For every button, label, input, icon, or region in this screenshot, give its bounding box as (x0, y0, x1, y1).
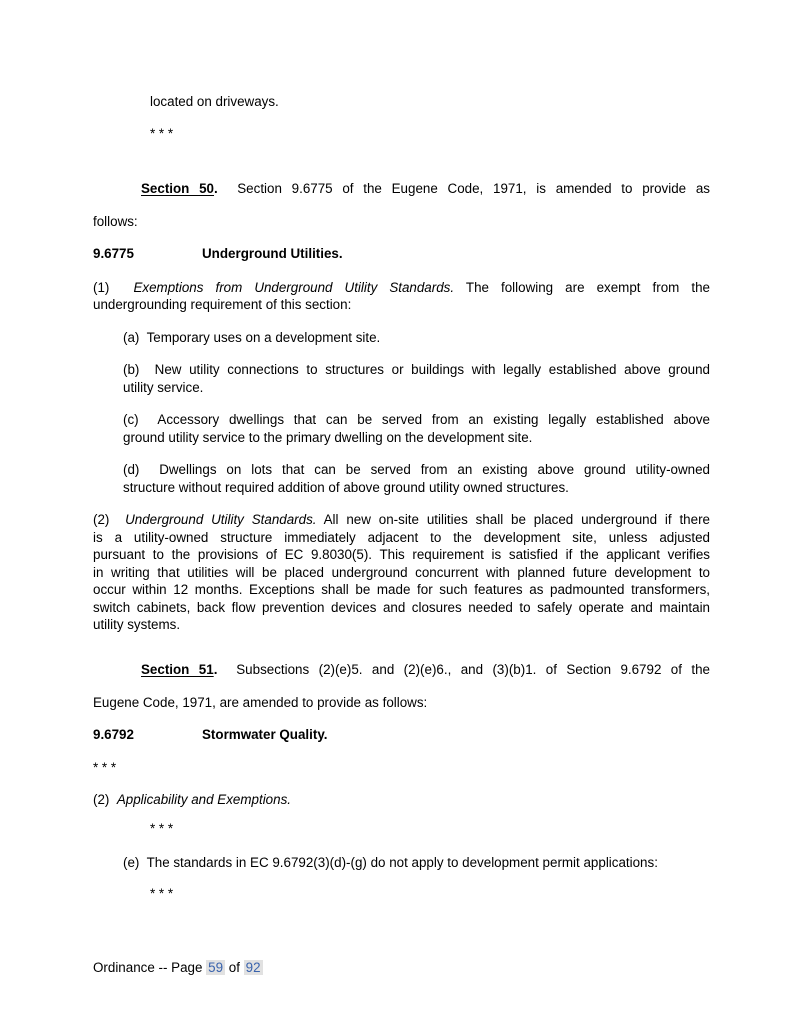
text-segment: utility service. (123, 379, 204, 395)
block-p3 (93, 791, 710, 809)
text-segment: of (225, 959, 244, 975)
footer-label: Ordinance -- Page (93, 959, 207, 975)
text-segment: (d) Dwellings on lots that can be served from an existing above ground utility-owned (123, 462, 710, 477)
text-line (93, 759, 710, 777)
text-line (93, 245, 710, 263)
text-segment: undergrounding requirement of this section: (93, 297, 352, 312)
text-segment: . (213, 661, 218, 677)
text-line (123, 429, 710, 447)
section-51-label: Section 51 (141, 661, 214, 677)
document-body (93, 93, 710, 976)
asterisk-separator: * * * (150, 886, 174, 901)
text-line (123, 379, 710, 397)
block-stars2 (93, 759, 710, 777)
text-line (150, 93, 710, 111)
text-segment: Subsections (2)(e)5. and (2)(e)6., and (3)(b)1. of Section 9.6792 of the (217, 661, 711, 677)
text-line (150, 885, 710, 903)
text-line (123, 854, 710, 872)
text-line (93, 599, 710, 617)
block-item-d (123, 461, 710, 496)
text-segment: All new on-site utilities shall be placed underground if there (316, 512, 710, 527)
block-p2 (93, 511, 710, 634)
block-item-b (123, 361, 710, 396)
text-segment: . (214, 181, 218, 196)
block-footer (93, 959, 710, 977)
text-line (123, 329, 710, 347)
block-located (150, 93, 710, 111)
asterisk-separator: * * * (150, 821, 174, 836)
text-segment: (1) (93, 279, 134, 295)
text-segment: located on driveways. (150, 94, 279, 109)
block-item-a (123, 329, 710, 347)
text-line (93, 791, 710, 809)
text-line (150, 820, 710, 838)
text-segment: follows: (93, 214, 138, 229)
text-line (93, 653, 710, 686)
page-number-current: 59 (208, 959, 224, 975)
text-segment: Section 9.6775 of the Eugene Code, 1971, is amended to provide as (217, 181, 710, 196)
text-line (93, 581, 710, 599)
block-h6792 (93, 726, 710, 744)
text-segment: switch cabinets, back flow prevention devices and closures needed to safely operate and maintain (93, 599, 710, 615)
text-line (123, 461, 710, 479)
text-line (93, 511, 710, 529)
block-item-e (123, 854, 710, 872)
text-segment: in writing that utilities will be placed underground concurrent with planned future development to (93, 564, 710, 580)
text-segment: pursuant to the provisions of EC 9.8030(5). This requirement is satisfied if the applicant verifies (93, 547, 710, 562)
asterisk-separator: * * * (93, 760, 117, 775)
block-p1 (93, 279, 710, 314)
text-segment: Eugene Code, 1971, are amended to provide as follows: (93, 694, 428, 710)
text-line (93, 686, 710, 719)
block-stars4 (150, 885, 710, 903)
section-50-label: Section 50 (141, 181, 215, 196)
code-section-number: 9.6792 (93, 726, 134, 742)
text-line (93, 959, 710, 977)
text-segment: (2) (93, 512, 126, 527)
block-h6775 (93, 245, 710, 263)
text-line (150, 125, 710, 143)
text-line (93, 279, 710, 297)
text-line (93, 296, 710, 314)
text-line (123, 361, 710, 379)
text-segment: is a utility-owned structure immediately adjacent to the development site, unless adjusted (93, 529, 710, 545)
text-segment: (b) New utility connections to structures or buildings with legally established above ground (123, 362, 710, 377)
text-line (93, 529, 710, 547)
text-line (93, 726, 710, 744)
text-segment: The following are exempt from the (454, 279, 710, 295)
text-segment: Underground Utility Standards. (125, 512, 317, 527)
text-line (93, 205, 710, 238)
asterisk-separator: * * * (150, 125, 174, 141)
block-stars1 (150, 125, 710, 143)
code-section-number: 9.6775 (93, 246, 134, 261)
text-line (93, 172, 710, 205)
block-stars3 (150, 820, 710, 838)
block-item-c (123, 411, 710, 446)
text-segment: Applicability and Exemptions. (116, 791, 291, 807)
text-line (93, 546, 710, 564)
text-line (123, 411, 710, 429)
text-segment: utility systems. (93, 617, 181, 632)
page-number-total: 92 (245, 959, 261, 975)
text-line (123, 479, 710, 497)
text-segment: structure without required addition of above ground utility owned structures. (123, 479, 569, 495)
code-section-title: Stormwater Quality. (202, 726, 328, 742)
text-segment: (e) The standards in EC 9.6792(3)(d)-(g) do not apply to development permit applications: (123, 854, 658, 870)
block-sec50 (93, 172, 710, 238)
text-line (93, 564, 710, 582)
text-segment: Exemptions from Underground Utility Standards. (133, 279, 455, 295)
block-sec51 (93, 653, 710, 719)
code-section-title: Underground Utilities. (202, 246, 343, 261)
text-segment: (a) Temporary uses on a development site. (123, 329, 381, 345)
text-segment: (c) Accessory dwellings that can be served from an existing legally established above (123, 412, 710, 427)
text-segment: (2) (93, 791, 117, 807)
text-segment: occur within 12 months. Exceptions shall be made for such features as padmounted transformers, (93, 582, 710, 597)
text-segment: ground utility service to the primary dwelling on the development site. (123, 429, 533, 445)
text-line (93, 616, 710, 634)
